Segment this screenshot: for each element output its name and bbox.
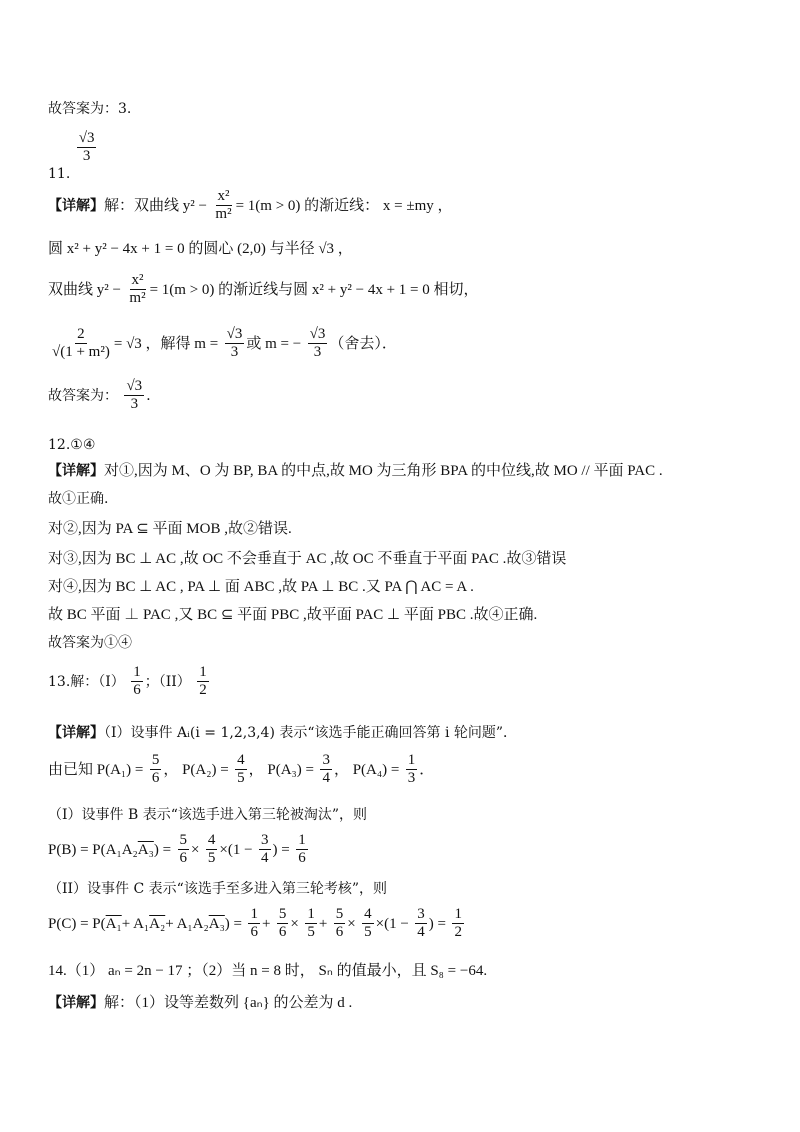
detail-tag: 【详解】	[48, 197, 104, 214]
fraction: $\frac{5}{6}$	[151, 752, 160, 787]
q12-detail-3: 对②,因为 PA ⊆ 平面 MOB ,故②错误.	[48, 521, 292, 537]
q13-detail-1: 【详解】（I）设事件 Aᵢ(i = 1,2,3,4) 表示“该选手能正确回答第 i 轮问题”．	[48, 725, 518, 741]
q12-detail-7: 故答案为①④	[48, 635, 132, 651]
q14-detail-1: 【详解】解：（1）设等差数列 {aₙ} 的公差为 d .	[48, 995, 353, 1011]
fraction: $\frac{4}{5}$	[364, 906, 372, 941]
fraction: $\frac{2}{\text{√(1 + m²)}}$	[52, 326, 110, 361]
fraction: $\frac{5}{6}$	[179, 832, 187, 867]
fraction: $\frac{1}{2}$	[454, 906, 462, 941]
fraction: $\frac{3}{4}$	[417, 906, 425, 941]
fraction: $\frac{1}{2}$	[199, 664, 207, 699]
q11-detail-2: 圆 x² + y² − 4x + 1 = 0 的圆心 (2,0) 与半径 √3 ，	[48, 241, 353, 257]
q11-detail-3: 双曲线 y² − $\frac{\text{x²}}{\text{m²}}$ = 1(m > 0) 的渐近线与圆 x² + y² − 4x + 1 = 0 相切，	[48, 272, 479, 307]
answer-line: 故答案为：3.	[48, 101, 132, 117]
q14-answer: 14.（1） aₙ = 2n − 17 ；（2）当 n = 8 时， Sₙ 的值最小，且 S₈ = −64.	[48, 963, 488, 979]
q12-detail-2: 故①正确.	[48, 491, 109, 507]
fraction: $\frac{√3}{3}$	[226, 326, 243, 361]
q13-detail-3: （I）设事件 B 表示“该选手进入第三轮被淘汰”，则	[48, 807, 368, 823]
fraction: $\frac{√3}{3}$	[78, 130, 95, 165]
q12-detail-4: 对③,因为 BC ⊥ AC ,故 OC 不会垂直于 AC ,故 OC 不垂直于平面 PAC .故③错误	[48, 551, 567, 567]
fraction: $\frac{\text{x²}}{\text{m²}}$	[215, 188, 232, 223]
fraction: $\frac{4}{5}$	[207, 832, 216, 867]
fraction: $\frac{5}{6}$	[335, 906, 344, 941]
question-number: 11.	[48, 165, 71, 182]
fraction: $\frac{√3}{3}$	[126, 378, 143, 413]
q11-answer	[48, 130, 98, 182]
q11-detail-4: $\frac{2}{\text{√(1 + m²)}}$ = √3 ，解得 m = $\frac{√3}{3}$ 或 m = − $\frac{√3}{3}$ （舍去）．	[52, 326, 397, 361]
q11-detail-1: 【详解】解：双曲线 y² − $\frac{\text{x²}}{\text{m²}}$ = 1(m > 0) 的渐近线： x = ±my ，	[48, 188, 453, 223]
fraction: $\frac{1}{3}$	[407, 752, 416, 787]
q13-detail-6: P(C) = P(A₁+ A₁A₂+ A₁A₂A₃) = $\frac{1}{6}$ + $\frac{5}{6}$ × $\frac{1}{5}$ + $\frac{5}{6}$ × $\frac{4}{5}$ ×(1 − $\frac{3}{4}$ ) = $\frac{1}{2}$	[48, 906, 462, 941]
fraction: $\frac{\text{x²}}{\text{m²}}$	[129, 272, 146, 307]
q13-detail-5: （II）设事件 C 表示“该选手至多进入第三轮考核”，则	[48, 881, 387, 897]
detail-tag: 【详解】	[48, 995, 104, 1011]
fraction: $\frac{√3}{3}$	[309, 326, 326, 361]
q12-detail-1: 【详解】对①,因为 M、O 为 BP, BA 的中点,故 MO 为三角形 BPA 的中位线,故 MO // 平面 PAC .	[48, 463, 663, 479]
q12-detail-6: 故 BC 平面 ⊥ PAC ,又 BC ⊆ 平面 PBC ,故平面 PAC ⊥ 平面 PBC .故④正确.	[48, 607, 538, 623]
fraction: $\frac{1}{6}$	[250, 906, 258, 941]
q12-detail-5: 对④,因为 BC ⊥ AC , PA ⊥ 面 ABC ,故 PA ⊥ BC .又 PA ⋂ AC = A .	[48, 579, 474, 595]
fraction: $\frac{3}{4}$	[322, 752, 330, 787]
q13-detail-2: 由已知 P(A₁) = $\frac{5}{6}$ ， P(A₂) = $\frac{4}{5}$ ， P(A₃) = $\frac{3}{4}$ ， P(A₄) = $\frac{1}{3}$ ．	[48, 752, 435, 787]
fraction: $\frac{1}{6}$	[298, 832, 306, 867]
q12-answer: 12.①④	[48, 437, 96, 453]
q11-detail-5: 故答案为： $\frac{√3}{3}$ ．	[48, 378, 161, 413]
fraction: $\frac{1}{6}$	[133, 664, 141, 699]
fraction: $\frac{1}{5}$	[307, 906, 315, 941]
detail-tag: 【详解】	[48, 725, 104, 741]
q13-answer: 13.解：（I） $\frac{1}{6}$ ；（II） $\frac{1}{2}$	[48, 664, 207, 699]
fraction: $\frac{5}{6}$	[278, 906, 287, 941]
detail-tag: 【详解】	[48, 463, 104, 479]
q13-detail-4: P(B) = P(A₁A₂A₃) = $\frac{5}{6}$ × $\frac{4}{5}$ ×(1 − $\frac{3}{4}$ ) = $\frac{1}{6}$	[48, 832, 306, 867]
fraction: $\frac{4}{5}$	[237, 752, 245, 787]
fraction: $\frac{3}{4}$	[261, 832, 269, 867]
